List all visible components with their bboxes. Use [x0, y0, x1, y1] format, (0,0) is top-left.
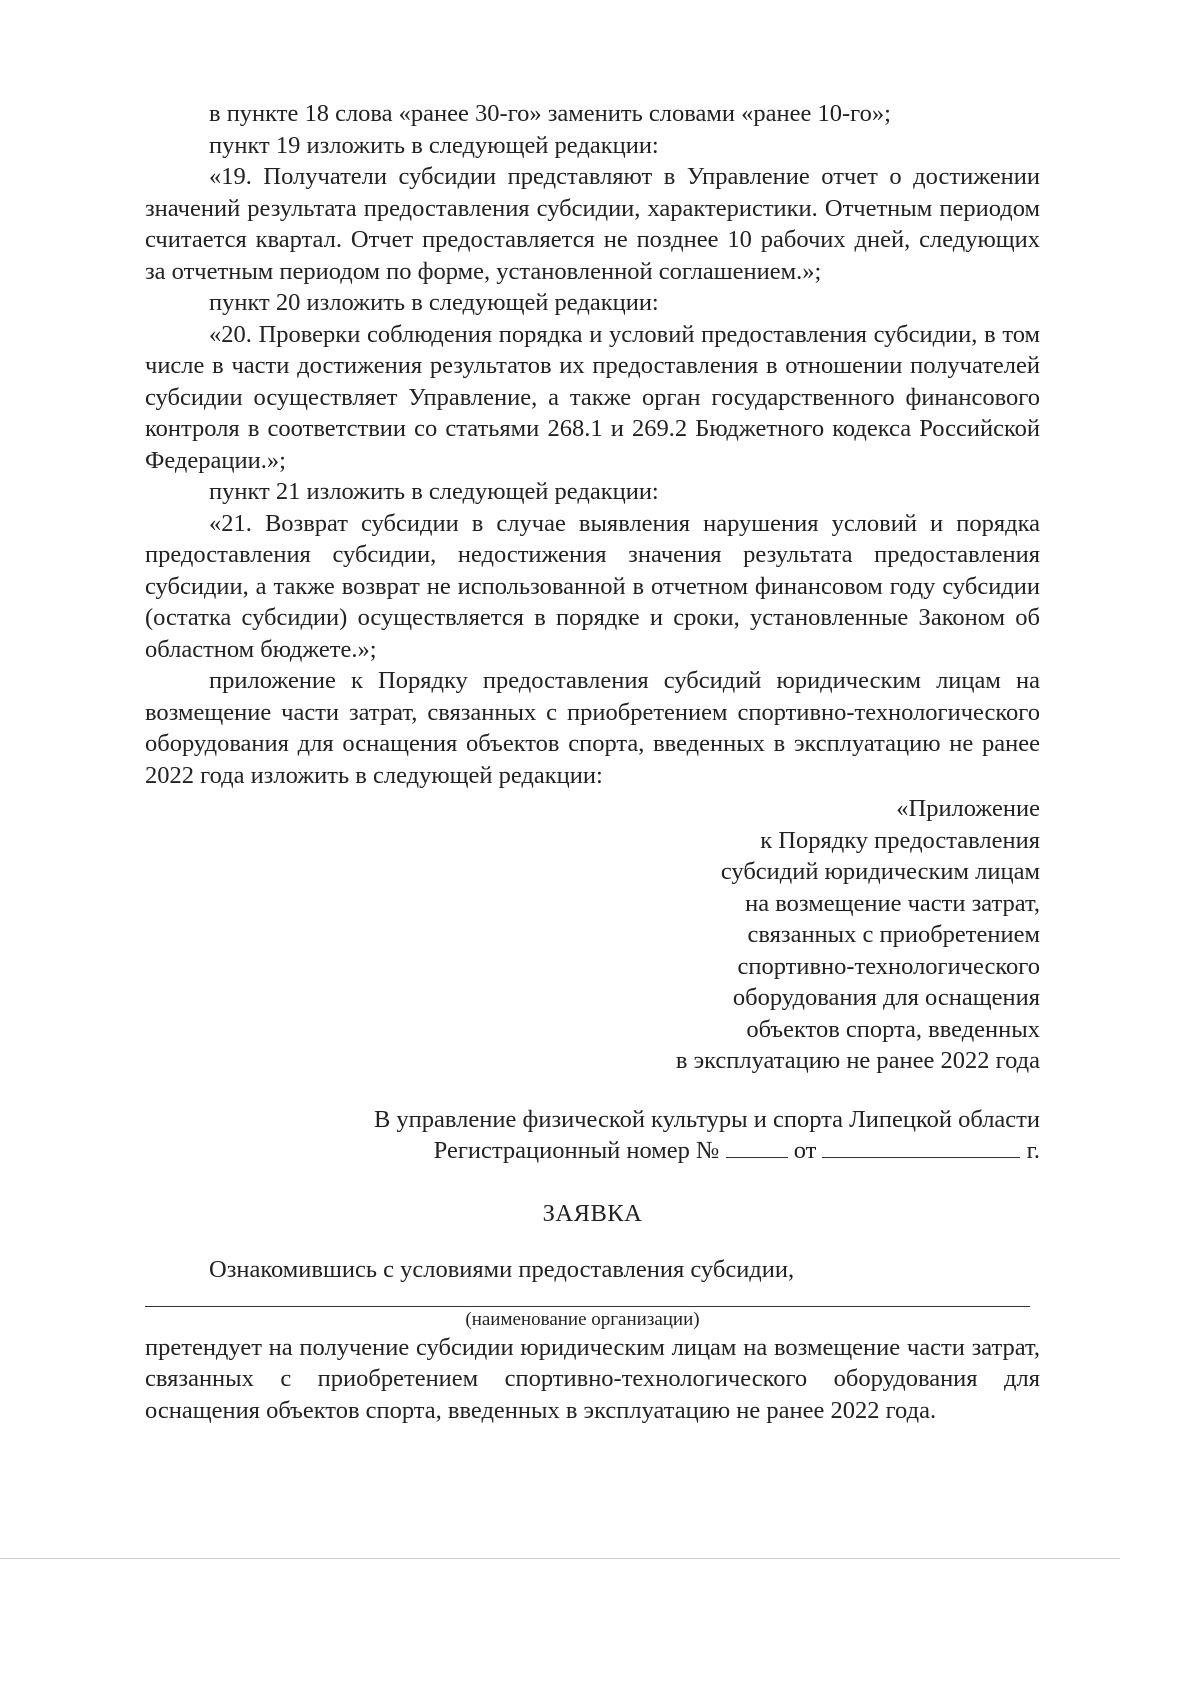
appendix-line: к Порядку предоставления: [760, 826, 1040, 854]
registration-year-suffix: г.: [1026, 1137, 1040, 1164]
amendment-point-19-intro: пункт 19 изложить в следующей редакции:: [209, 131, 659, 159]
organization-caption: (наименование организации): [465, 1308, 700, 1330]
claim-text: претендует на получение субсидии юридическим лицам на возмещение части затрат, связанных с приобретением спортивно-технологического оборудования для оснащения объектов спорта, введенных в эксплуатацию не ранее 2022 года.: [145, 1333, 1040, 1424]
form-intro: Ознакомившись с условиями предоставления субсидии,: [209, 1256, 795, 1283]
registration-date-blank[interactable]: [822, 1137, 1020, 1158]
appendix-line: в эксплуатацию не ранее 2022 года: [675, 1047, 1040, 1074]
registration-number-blank[interactable]: [726, 1137, 788, 1158]
point-21-text: «21. Возврат субсидии в случае выявления нарушения условий и порядка предоставления субсидии, недостижения значения результата предоставления субсидии, а также возврат не использованной в отчетном финансовом году субсидии (остатка субсидии) осуществляется в порядке и сроки, установленные Законом об областном бюджете.»;: [145, 509, 1040, 663]
appendix-line: связанных с приобретением: [747, 921, 1040, 948]
appendix-line: на возмещение части затрат,: [745, 889, 1040, 917]
registration-line: [145, 1135, 1040, 1167]
appendix-line: объектов спорта, введенных: [746, 1015, 1040, 1043]
scan-edge-line: [0, 1558, 1120, 1559]
point-19-text: «19. Получатели субсидии представляют в Управление отчет о достижении значений результата предоставления субсидии, характеристики. Отчетным периодом считается квартал. Отчет предоставляется не позднее 10 рабочих дней, следующих за отчетным периодом по форме, установленной соглашением.»;: [145, 163, 1040, 285]
addressee: В управление физической культуры и спорта Липецкой области: [373, 1105, 1040, 1133]
amendment-point-20-intro: пункт 20 изложить в следующей редакции:: [209, 289, 659, 316]
appendix-line: субсидий юридическим лицам: [720, 858, 1040, 885]
amendment-point-18: в пункте 18 слова «ранее 30-го» заменить словами «ранее 10-го»;: [209, 100, 891, 127]
appendix-line: оборудования для оснащения: [732, 984, 1040, 1011]
appendix-line: «Приложение: [896, 795, 1040, 822]
document-body: [145, 98, 1040, 1426]
organization-name-blank[interactable]: [145, 1306, 1030, 1307]
appendix-header: [145, 793, 1040, 1077]
registration-label: Регистрационный номер №: [433, 1137, 720, 1164]
amendment-point-21-intro: пункт 21 изложить в следующей редакции:: [209, 478, 659, 505]
addressee-block: [145, 1104, 1040, 1167]
registration-from: от: [793, 1137, 817, 1164]
form-title: ЗАЯВКА: [542, 1199, 643, 1227]
appendix-line: спортивно-технологического: [737, 952, 1040, 980]
point-20-text: «20. Проверки соблюдения порядка и условий предоставления субсидии, в том числе в части достижения результатов их предоставления в отношении получателей субсидии осуществляет Управление, а также орган государственного финансового контроля в соответствии со статьями 268.1 и 269.2 Бюджетного кодекса Российской Федерации.»;: [145, 320, 1040, 474]
appendix-amendment-text: приложение к Порядку предоставления субсидий юридическим лицам на возмещение части затрат, связанных с приобретением спортивно-технологического оборудования для оснащения объектов спорта, введенных в эксплуатацию не ранее 2022 года изложить в следующей редакции:: [145, 667, 1040, 789]
